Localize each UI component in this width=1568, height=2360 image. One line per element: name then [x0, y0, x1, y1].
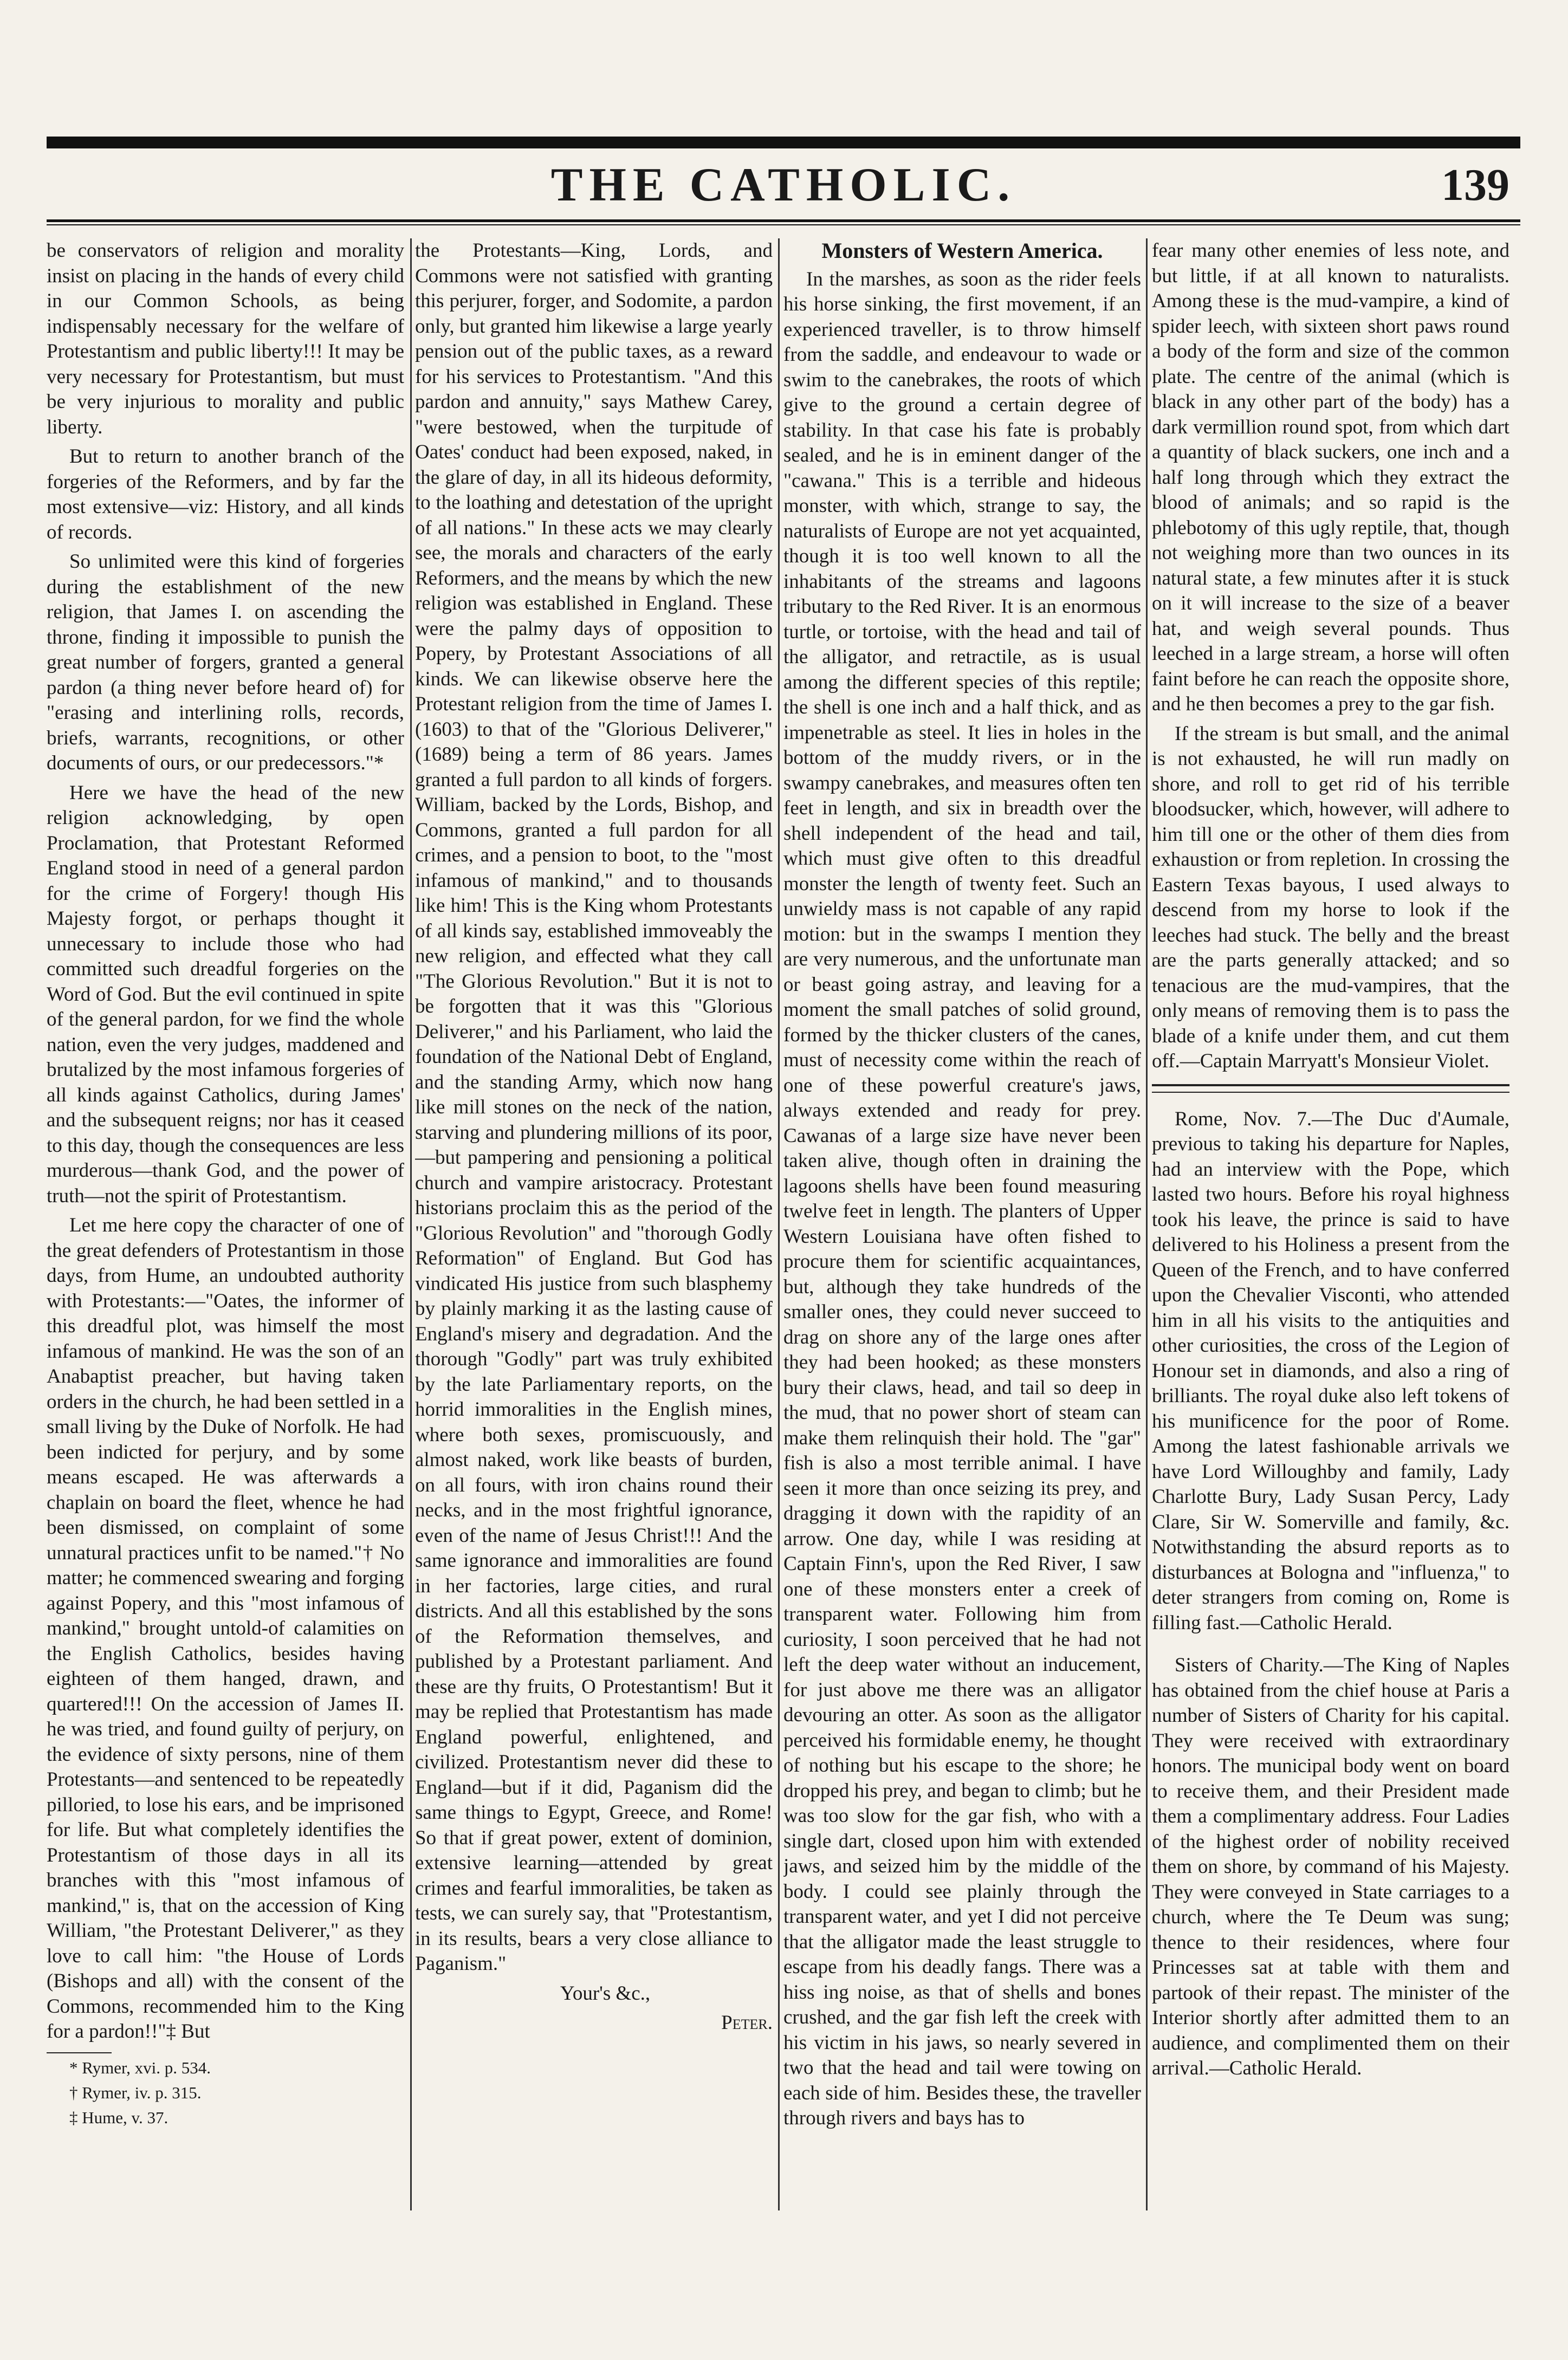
column-4: [1152, 238, 1509, 2297]
col4-paragraph: Sisters of Charity.—The King of Naples has obtained from the chief house at Paris a number of Sisters of Charity for his capital. They were received with extraordinary honors. The municipal body went on board to receive them, and their President made them a complimentary address. Four Ladies of the highest order of nobility received them on shore, by command of his Majesty. They were conveyed in State carriages to a church, where the Te Deum was sung; thence to their residences, where four Princesses sat at table with them and partook of their repast. The minister of the Interior shortly after admitted them to an audience, and complimented them on their arrival.—Catholic Herald.: [1152, 1654, 1509, 2079]
masthead-bottom-rule-2: [47, 224, 1520, 225]
col1-paragraph: But to return to another branch of the forgeries of the Reformers, and by far the most extensive—viz: History, and all kinds of records.: [47, 445, 404, 543]
col1-paragraph: be conservators of religion and morality insist on placing in the hands of every child in our Common Schools, as being indispensably necessary for the welfare of Protestantism and public liberty!!! It may be very necessary for Protestantism, but must be very injurious to morality and public liberty.: [47, 239, 404, 438]
footnote: † Rymer, iv. p. 315.: [69, 2083, 202, 2102]
col4-paragraph: Rome, Nov. 7.—The Duc d'Aumale, previous to taking his departure for Naples, had an interview with the Pope, which lasted two hours. Before his royal highness took his leave, the prince is said to have delivered to his Holiness a present from the Queen of the French, and to have conferred upon the Chevalier Visconti, who attended him in all his visits to the antiquities and other curiosities, the cross of the Legion of Honour set in diamonds, and also a ring of brilliants. The royal duke also left tokens of his munificence for the poor of Rome. Among the latest fashionable arrivals we have Lord Willoughby and family, Lady Charlotte Bury, Lady Susan Percy, Lady Clare, Sir W. Somerville and family, &c. Notwithstanding the absurd reports as to disturbances at Bologna and "influenza," to deter strangers from coming on, Rome is filling fast.—Catholic Herald.: [1152, 1107, 1509, 1634]
article-columns: [47, 238, 1520, 2297]
col3-paragraph: In the marshes, as soon as the rider feels his horse sinking, the first movement, if an experienced traveller, is to throw himself from the saddle, and endeavour to wade or swim to the canebrakes, the roots of which give to the ground a certain degree of stability. In that case his fate is probably sealed, and he is in eminent danger of the "cawana." This is a terrible and hideous monster, with which, strange to say, the naturalists of Europe are not yet acquainted, though it is too well known to all the inhabitants of the streams and lagoons tributary to the Red River. It is an enormous turtle, or tortoise, with the head and tail of the alligator, and retractile, as is usual among the different species of this reptile; the shell is one inch and a half thick, and as impenetrable as steel. It lies in holes in the bottom of the muddy rivers, or in the swampy canebrakes, and measures often ten feet in length, and six in breadth over the shell independent of the head and tail, which must give often to this dreadful monster the length of twenty feet. Such an unwieldy mass is not capable of any rapid motion: but in the swamps I mention they are very numerous, and the unfortunate man or beast going astray, and leaving for a moment the small patches of solid ground, formed by the thicker clusters of the canes, must of necessity come within the reach of one of these powerful creature's jaws, always extended and ready for prey. Cawanas of a large size have never been taken alive, though often in draining the lagoons shells have been found measuring twelve feet in length. The planters of Upper Western Louisiana have often fished to procure them for scientific acquaintances, but, although they take hundreds of the smaller ones, they could never succeed to drag on shore any of the large ones after they had been hooked; as these monsters bury their claws, head, and tail so deep in the mud, that no power short of steam can make them relinquish their hold. The "gar" fish is also a most terrible animal. I have seen it more than once seizing its prey, and dragging it down with the rapidity of an arrow. One day, while I was residing at Captain Finn's, upon the Red River, I saw one of these monsters enter a creek of transparent water. Following him from curiosity, I soon perceived that he had not left the deep water without an inducement, for just above me there was an alligator devouring an otter. As soon as the alligator perceived his formidable enemy, he thought of nothing but his escape to the shore; he dropped his prey, and began to climb; but he was too slow for the gar fish, who with a single dart, closed upon him with extended jaws, and seized him by the middle of the body. I could see plainly through the transparent water, and yet I did not perceive that the alligator made the least struggle to escape from his deadly fangs. There was a hiss ing noise, as that of shells and bones crushed, and the gar fish left the creek with his victim in his jaws, so nearly severed in two that the head and tail were towing on each side of him. Besides these, the traveller through rivers and bays has to: [783, 268, 1141, 2129]
col1-paragraph: Here we have the head of the new religion acknowledging, by open Proclamation, that Protestant Reformed England stood in need of a general pardon for the crime of Forgery! though His Majesty forgot, or perhaps thought it unnecessary to include those who had committed such dreadful forgeries on the Word of God. But the evil continued in spite of the general pardon, for we find the whole nation, even the very judges, maddened and brutalized by the most infamous forgeries of all kinds against Catholics, during James' and the subsequent reigns; nor has it ceased to this day, though the consequences are less murderous—thank God, and the power of truth—not the spirit of Protestantism.: [47, 781, 404, 1207]
letter-signature: Peter.: [721, 2012, 773, 2034]
col4-paragraph: If the stream is but small, and the animal is not exhausted, he will run madly on shore, and roll to get rid of his terrible bloodsucker, which, however, will adhere to him till one or the other of them dies from exhaustion or from repletion. In crossing the Eastern Texas bayous, I used always to descend from my horse to look if the leeches had stuck. The belly and the breast are the parts generally attacked; and so tenacious are the mud-vampires, that the only means of removing them is to pass the blade of a knife under them, and cut them off.—Captain Marryatt's Monsieur Violet.: [1152, 722, 1509, 1072]
col1-paragraph: Let me here copy the character of one of the great defenders of Protestantism in those days, from Hume, an undoubted authority with Protestants:—"Oates, the informer of this dreadful plot, was himself the most infamous of mankind. He was the son of an Anabaptist preacher, but having taken orders in the church, he had been settled in a small living by the Duke of Norfolk. He had been indicted for perjury, and by some means escaped. He was afterwards a chaplain on board the fleet, whence he had been dismissed, on complaint of some unnatural practices unfit to be named."† No matter; he commenced swearing and forging against Popery, and this "most infamous of mankind," brought untold-of calamities on the English Catholics, besides having eighteen of them hanged, drawn, and quartered!!! On the accession of James II. he was tried, and found guilty of perjury, on the evidence of sixty persons, nine of them Protestants—and sentenced to be repeatedly pilloried, to lose his ears, and be imprisoned for life. But what completely identifies the Protestantism of those days in all its branches with this "most infamous of mankind," is, that on the accession of King William, "the Protestant Deliverer," as they love to call him: "the House of Lords (Bishops and all) with the consent of the Commons, recommended him to the King for a pardon!!"‡ But: [47, 1214, 404, 2043]
article-heading: Monsters of Western America.: [821, 238, 1103, 263]
masthead-title: THE CATHOLIC.: [550, 159, 1016, 211]
spacer: [1152, 1640, 1509, 1653]
col2-paragraph: the Protestants—King, Lords, and Commons were not satisfied with granting this perjurer, forger, and Sodomite, a pardon only, but granted him likewise a large yearly pension out of the public taxes, as a reward for his services to Protestantism. "And this pardon and annuity," says Mathew Carey, "were bestowed, when the turpitude of Oates' conduct had been exposed, naked, in the glare of day, in all its hideous deformity, to the loathing and detestation of the upright of all nations." In these acts we may clearly see, the morals and characters of the early Reformers, and the means by which the new religion was established in England. These were the palmy days of opposition to Popery, by Protestant Associations of all kinds. We can likewise observe here the Protestant religion from the time of James I. (1603) to that of the "Glorious Deliverer," (1689) being a term of 86 years. James granted a full pardon to all kinds of forgers. William, backed by the Lords, Bishop, and Commons, granted a full pardon for all crimes, and a pension to boot, to the "most infamous of mankind," and to thousands like him! This is the King whom Protestants of all kinds say, established immoveably the new religion, and effected what they call "The Glorious Revolution." But it is not to be forgotten that it was this "Glorious Deliverer," and his Parliament, who laid the foundation of the National Debt of England, and the standing Army, which now hang like mill stones on the neck of the nation, starving and plundering millions of its poor,—but pampering and pensioning a political church and vampire aristocracy. Protestant historians proclaim this as the period of the "Glorious Revolution" and "thorough Godly Reformation" of England. But God has vindicated His justice from such blasphemy by plainly marking it as the lasting cause of England's misery and degradation. And the thorough "Godly" part was truly exhibited by the late Parliamentary reports, on the horrid immoralities in the English mines, where both sexes, promiscuously, and almost naked, work like beasts of burden, on all fours, with iron chains round their necks, and in the most frightful ignorance, even of the name of Jesus Christ!!! And the same ignorance and immoralities are found in her factories, large cities, and rural districts. And all this established by the sons of the Reformation themselves, and published by a Protestant parliament. And these are thy fruits, O Protestantism! But it may be replied that Protestantism has made England powerful, enlightened, and civilized. Protestantism never did these to England—but if it did, Paganism did the same things to Egypt, Greece, and Rome! So that if great power, extent of dominion, extensive learning—attended by great crimes and fearful immoralities, be taken as tests, we can surely say, that "Protestantism, in its results, bears a very close alliance to Paganism.": [415, 239, 773, 1975]
masthead-top-rule: [47, 137, 1520, 148]
column-1: [47, 238, 404, 2297]
footnote-rule: [47, 2052, 112, 2053]
page-header: [47, 153, 1520, 218]
col4-paragraph: fear many other enemies of less note, and but little, if at all known to naturalists. Among these is the mud-vampire, a kind of spider leech, with sixteen short paws round a body of the form and size of the common plate. The centre of the animal (which is black in any other part of the body) has a dark vermillion round spot, from which dart a quantity of black suckers, one inch and a half long through which they extract the blood of animals; and so rapid is the phlebotomy of this ugly reptile, that, though not weighing more than two ounces in its natural state, a few minutes after it is stuck on it will increase to the size of a beaver hat, and weigh several pounds. Thus leeched in a large stream, a horse will often faint before he can reach the opposite shore, and he then becomes a prey to the gar fish.: [1152, 239, 1509, 715]
masthead-bottom-rule: [47, 219, 1520, 222]
letter-closing: Your's &c.,: [560, 1982, 651, 2005]
column-3: [783, 238, 1141, 2297]
footnote: * Rymer, xvi. p. 534.: [69, 2058, 211, 2077]
col1-paragraph: So unlimited were this kind of forgeries during the establishment of the new religion, that James I. on ascending the throne, finding it impossible to punish the great number of forgers, granted a general pardon (a thing never before heard of) for "erasing and interlining rolls, records, briefs, warrants, recognitions, or other documents of ours, or our predecessors."*: [47, 550, 404, 774]
article-separator: [1152, 1084, 1509, 1093]
column-2: [415, 238, 773, 2297]
footnote: ‡ Hume, v. 37.: [69, 2108, 169, 2127]
page-number: 139: [1441, 160, 1509, 210]
